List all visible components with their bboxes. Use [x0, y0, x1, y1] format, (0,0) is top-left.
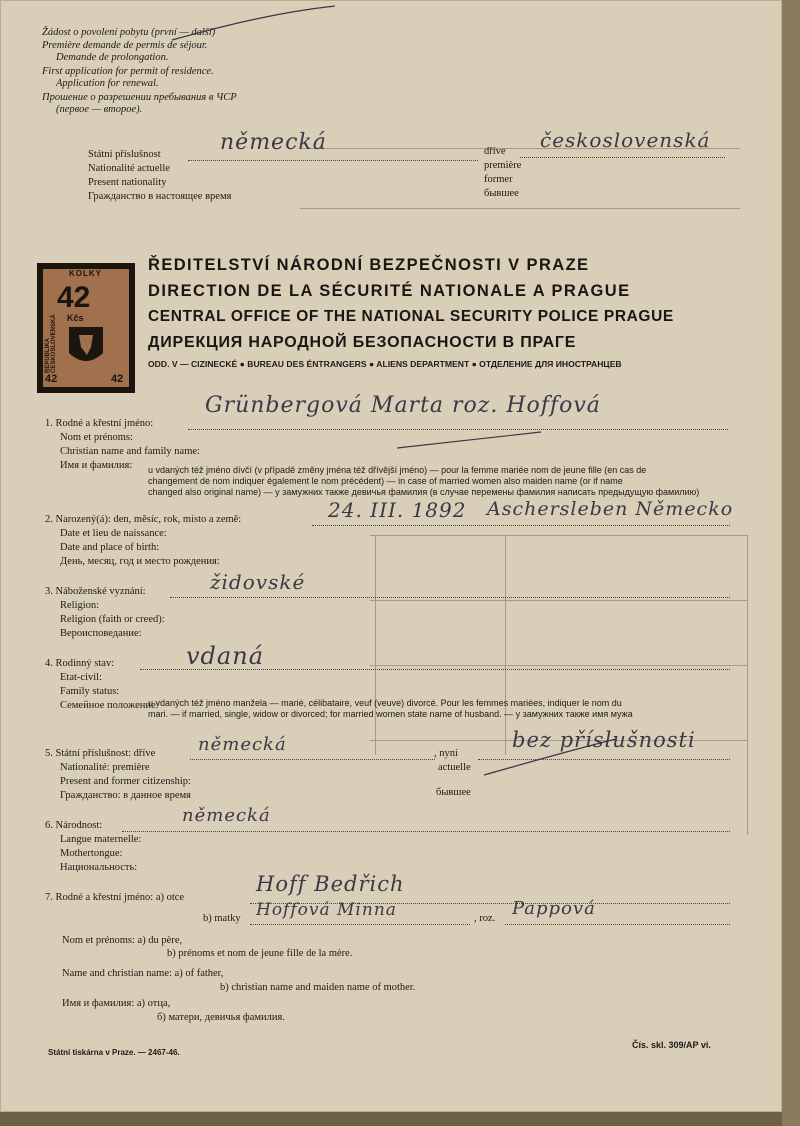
- q1-label-fr: Nom et prénoms:: [60, 432, 133, 443]
- page-edge: [782, 0, 800, 1126]
- pen-stroke-icon: [395, 428, 545, 452]
- q2-value-date: 24. III. 1892: [328, 498, 467, 522]
- q1-label-ru: Имя и фамилия:: [60, 460, 133, 471]
- q7-value-mother: Hoffová Minna: [256, 900, 397, 920]
- q7-value-father: Hoff Bedřich: [256, 872, 405, 896]
- stamp-corner-right: 42: [111, 373, 124, 385]
- q3-label-cs: 3. Náboženské vyznání:: [45, 586, 146, 597]
- revenue-stamp: [37, 263, 135, 393]
- header-line-3: Demande de prolongation.: [56, 52, 169, 63]
- q1-label-cs: 1. Rodné a křestní jméno:: [45, 418, 154, 429]
- former-label-fr: première: [484, 160, 522, 171]
- q1-note-2: changement de nom indiquer également le nom précédent) — in case of married women also maiden name (or if name: [148, 476, 623, 486]
- office-title-ru: ДИРЕКЦИЯ НАРОДНОЙ БЕЗОПАСНОСТИ В ПРАГЕ: [148, 334, 577, 351]
- dotted-line: [122, 831, 730, 832]
- header-line-5: Application for renewal.: [56, 78, 159, 89]
- q3-value: židovské: [210, 570, 306, 594]
- q4-note-2: mari. — if married, single, widow or divorced; for married women state name of husband. — у замужних также имя мужа: [148, 709, 633, 719]
- q5-label-cs: 5. Státní příslušnost: dříve: [45, 748, 156, 759]
- dotted-line: [505, 924, 730, 925]
- stamp-currency: Kčs: [67, 313, 84, 323]
- rule: [375, 535, 376, 755]
- dotted-line: [250, 924, 470, 925]
- pen-stroke-icon: [170, 4, 340, 44]
- q2-value-place: Aschersleben Německo: [487, 498, 734, 520]
- q1-note-1: u vdaných též jméno dívčí (v případě změny jména též dřívější jméno) — pour la femme mariée nom de jeune fille (en cas de: [148, 465, 647, 475]
- dotted-line: [190, 759, 435, 760]
- q5-label-ru: Гражданство: в данное время: [60, 790, 191, 801]
- former-label-cs: dříve: [484, 146, 506, 157]
- nationality-label-fr: Nationalité actuelle: [88, 163, 170, 174]
- q2-label-cs: 2. Narozený(á): den, měsíc, rok, místo a země:: [45, 514, 242, 525]
- q1-label-en: Christian name and family name:: [60, 446, 200, 457]
- q3-label-en: Religion (faith or creed):: [60, 614, 165, 625]
- rule: [370, 600, 748, 601]
- stamp-value: 42: [57, 281, 91, 314]
- q6-label-en: Mothertongue:: [60, 848, 123, 859]
- pen-stroke-icon: [480, 735, 620, 780]
- office-title-fr: DIRECTION DE LA SÉCURITÉ NATIONALE A PRAGUE: [148, 282, 631, 300]
- office-title-en: CENTRAL OFFICE OF THE NATIONAL SECURITY POLICE PRAGUE: [148, 308, 674, 325]
- q4-value: vdaná: [186, 642, 264, 670]
- q7-fr-a: Nom et prénoms: a) du père,: [62, 935, 183, 946]
- office-department: ODD. V — CIZINECKÉ ● BUREAU DES ÉNTRANGERS ● ALIENS DEPARTMENT ● ОТДЕЛЕНИЕ ДЛЯ ИНОСТРАНЦЕВ: [148, 359, 622, 369]
- q3-label-ru: Вероисповедание:: [60, 628, 142, 639]
- header-line-6: Прошение о разрешении пребывания в ЧСР: [42, 92, 237, 103]
- stamp-country: REPUBLIKA ČESKOSLOVENSKÁ: [45, 314, 57, 373]
- q7-ru-b: б) матери, девичья фамилия.: [157, 1012, 285, 1023]
- q7-value-mother-maiden: Pappová: [512, 898, 596, 919]
- dotted-line: [188, 160, 478, 161]
- q5-former-ru: бывшее: [436, 787, 471, 798]
- q6-label-cs: 6. Národnost:: [45, 820, 103, 831]
- rule: [370, 665, 748, 666]
- nationality-label-en: Present nationality: [88, 177, 167, 188]
- q2-label-en: Date and place of birth:: [60, 542, 160, 553]
- former-label-ru: бывшее: [484, 188, 519, 199]
- q1-value: Grünbergová Marta roz. Hoffová: [205, 393, 601, 418]
- rule: [505, 535, 506, 755]
- header-line-2: Première demande de permis de séjour.: [42, 40, 208, 51]
- nationality-value: německá: [220, 130, 327, 155]
- q5-label-en: Present and former citizenship:: [60, 776, 191, 787]
- rule: [300, 208, 740, 209]
- q6-value: německá: [182, 805, 271, 826]
- stamp-corner-left: 42: [45, 373, 58, 385]
- rule: [747, 535, 748, 835]
- q4-label-en: Family status:: [60, 686, 120, 697]
- q7-label-cs: 7. Rodné a křestní jméno: a) otce: [45, 892, 185, 903]
- q4-note-1: u vdaných též jméno manžela — marié, célibataire, veuf (veuve) divorcé. Pour les femmes mariées, indiquer le nom du: [148, 698, 622, 708]
- q4-label-ru: Семейное положение:: [60, 700, 159, 711]
- header-line-1: Žádost o povolení pobytu (první — další): [42, 27, 216, 38]
- stamp-colky: KOLKY: [69, 269, 102, 278]
- q7-roz: , roz.: [474, 913, 496, 924]
- q4-label-cs: 4. Rodinný stav:: [45, 658, 115, 669]
- q5-now-fr: actuelle: [438, 762, 471, 773]
- q6-label-ru: Национальность:: [60, 862, 138, 873]
- former-label-en: former: [484, 174, 513, 185]
- q2-label-fr: Date et lieu de naissance:: [60, 528, 167, 539]
- nationality-label-ru: Гражданство в настоящее время: [88, 191, 232, 202]
- lion-emblem-icon: [65, 325, 107, 369]
- q3-label-fr: Religion:: [60, 600, 100, 611]
- q5-label-fr: Nationalité: première: [60, 762, 150, 773]
- q6-label-fr: Langue maternelle:: [60, 834, 142, 845]
- former-value: československá: [540, 128, 711, 152]
- dotted-line: [170, 597, 730, 598]
- q2-label-ru: День, месяц, год и место рождения:: [60, 556, 220, 567]
- office-title-cs: ŘEDITELSTVÍ NÁRODNÍ BEZPEČNOSTI V PRAZE: [148, 256, 590, 274]
- q7-label-mother: b) matky: [203, 913, 241, 924]
- dotted-line: [312, 525, 730, 526]
- q7-en-a: Name and christian name: a) of father,: [62, 968, 224, 979]
- q7-en-b: b) christian name and maiden name of mother.: [220, 982, 416, 993]
- dotted-line: [520, 157, 725, 158]
- footer-form-number: Čís. skl. 309/AP vi.: [632, 1040, 711, 1050]
- rule: [370, 535, 748, 536]
- footer-printer: Státní tiskárna v Praze. — 2467-46.: [48, 1048, 180, 1057]
- q5-value-now: bez příslušnosti: [512, 728, 696, 752]
- q7-fr-b: b) prénoms et nom de jeune fille de la mère.: [167, 948, 353, 959]
- q5-value-former: německá: [198, 734, 287, 755]
- q4-label-fr: Etat-civil:: [60, 672, 102, 683]
- header-line-4: First application for permit of residence.: [42, 66, 214, 77]
- nationality-label-cs: Státní příslušnost: [88, 149, 161, 160]
- q7-ru-a: Имя и фамилия: а) отца,: [62, 998, 171, 1009]
- header-line-7: (первое — второе).: [56, 104, 143, 115]
- q5-now-cs: , nyní: [434, 748, 458, 759]
- q1-note-3: changed also original name) — у замужних также девичья фамилия (в случае перемены фамилия написать предыдущую фамилию): [148, 487, 700, 497]
